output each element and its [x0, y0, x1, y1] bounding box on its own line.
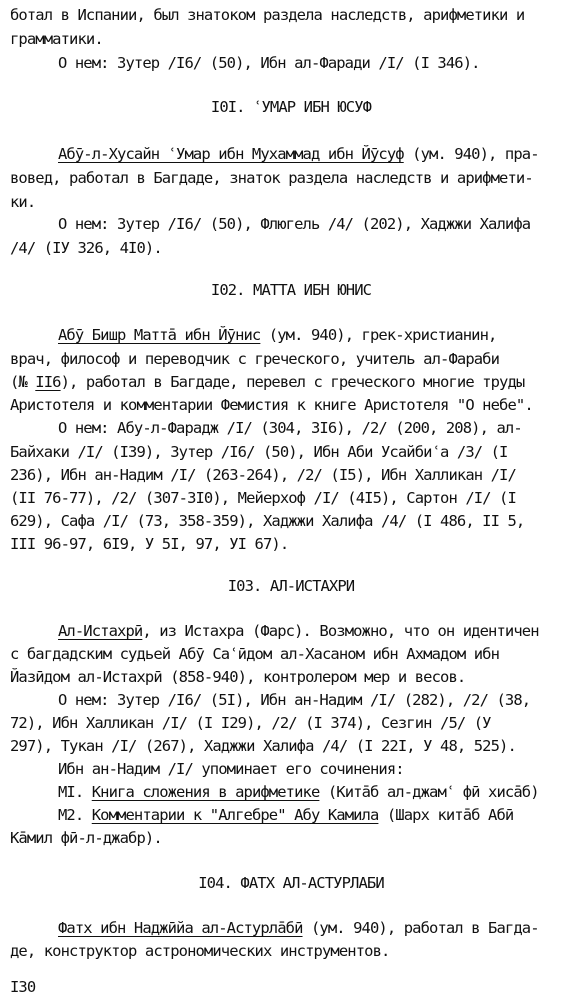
work-title: Комментарии к "Алгебре" Абу Камила — [91, 806, 379, 824]
text-span: (ум. 940), грек-христианин, — [260, 326, 497, 344]
text-line: Кāмил фӣ-л-джабр). — [10, 829, 162, 847]
text-line: с багдадским судьей Абӯ Саʿӣдом ал-Хасаном ибн Ахмадом ибн — [10, 645, 500, 663]
text-span: ), работал в Багдаде, перевел с греческого многие труды — [60, 373, 525, 391]
references: (II 76-77), /2/ (307-3I0), Мейерхоф /I/ (4I5), Сартон /I/ (I — [10, 489, 516, 507]
references: 72), Ибн Халликан /I/ (I I29), /2/ (I 374), Сезгин /5/ (У — [10, 714, 491, 732]
text-span: (ум. 940), работал в Багда- — [302, 919, 539, 937]
work-item — [58, 781, 539, 803]
text-line: де, конструктор астрономических инструментов. — [10, 942, 390, 960]
author-name: Ал-Истахрӣ — [58, 622, 143, 640]
text-line: вовед, работал в Багдаде, знаток раздела наследств и арифмети- — [10, 169, 533, 187]
references: О нем: Зутер /I6/ (50), Ибн ал-Фаради /I/ (I 346). — [58, 54, 480, 72]
text-line: грамматики. — [10, 30, 103, 48]
references: 629), Сафа /I/ (73, 358-359), Хаджжи Халифа /4/ (I 486, II 5, — [10, 512, 525, 530]
work-title: Книга сложения в арифметике — [91, 783, 320, 801]
references: О нем: Зутер /I6/ (5I), Ибн ан-Надим /I/ (282), /2/ (38, — [58, 691, 531, 709]
text-line: ботал в Испании, был знатоком раздела наследств, арифметики и — [10, 6, 525, 24]
author-name: Фатх ибн Наджӣйа ал-Астурлāбӣ — [58, 919, 303, 937]
references: О нем: Абу-л-Фарадж /I/ (304, 3I6), /2/ (200, 208), ал- — [58, 419, 522, 437]
text-line: Аристотеля и комментарии Фемистия к книге Аристотеля "О небе". — [10, 396, 533, 414]
references: III 96-97, 6I9, У 5I, 97, УI 67). — [10, 535, 289, 553]
text-span: (Шарх китāб Абӣ — [378, 806, 514, 824]
text-span: (№ — [10, 373, 36, 391]
entry-heading: I04. ФАТХ АЛ-АСТУРЛАБИ — [198, 874, 384, 892]
text-span: (ум. 940), пра- — [403, 145, 539, 163]
text-line: врач, философ и переводчик с греческого, учитель ал-Фараби — [10, 350, 500, 368]
text-span: (Китāб ал-джамʿ фӣ хисāб) — [319, 783, 539, 801]
cross-reference: II6 — [35, 373, 61, 391]
entry-first-line — [58, 620, 539, 642]
entry-first-line — [58, 917, 539, 939]
references: 236), Ибн ан-Надим /I/ (263-264), /2/ (I5), Ибн Халликан /I/ — [10, 466, 516, 484]
works-intro: Ибн ан-Надим /I/ упоминает его сочинения: — [58, 760, 404, 778]
work-item — [58, 804, 513, 826]
text-span: , из Истахра (Фарс). Возможно, что он идентичен — [142, 622, 539, 640]
text-line: Йазӣдом ал-Истахрӣ (858-940), контролером мер и весов. — [10, 668, 466, 686]
references: Байхаки /I/ (I39), Зутер /I6/ (50), Ибн Аби Усайбиʿа /3/ (I — [10, 443, 508, 461]
page-number: I30 — [10, 978, 36, 996]
work-id: M2. — [58, 806, 84, 824]
references: /4/ (IУ 326, 4I0). — [10, 239, 162, 257]
work-id: MI. — [58, 783, 84, 801]
references: О нем: Зутер /I6/ (50), Флюгель /4/ (202), Хаджжи Халифа — [58, 215, 531, 233]
entry-heading: I0I. ʿУМАР ИБН ЮСУФ — [210, 98, 372, 116]
text-line: ки. — [10, 193, 36, 211]
entry-heading: I02. МАТТА ИБН ЮНИС — [210, 281, 372, 299]
author-name: Абӯ Бишр Маттā ибн Йӯнис — [58, 326, 261, 344]
author-name: Абӯ-л-Хусайн ʿУмар ибн Мухаммад ибн Йӯсуф — [58, 145, 404, 163]
text-line — [10, 371, 524, 393]
entry-first-line — [58, 143, 539, 165]
entry-first-line — [58, 324, 496, 346]
references: 297), Тукан /I/ (267), Хаджжи Халифа /4/ (I 22I, У 48, 525). — [10, 737, 516, 755]
entry-heading: I03. АЛ-ИСТАХРИ — [227, 577, 355, 595]
